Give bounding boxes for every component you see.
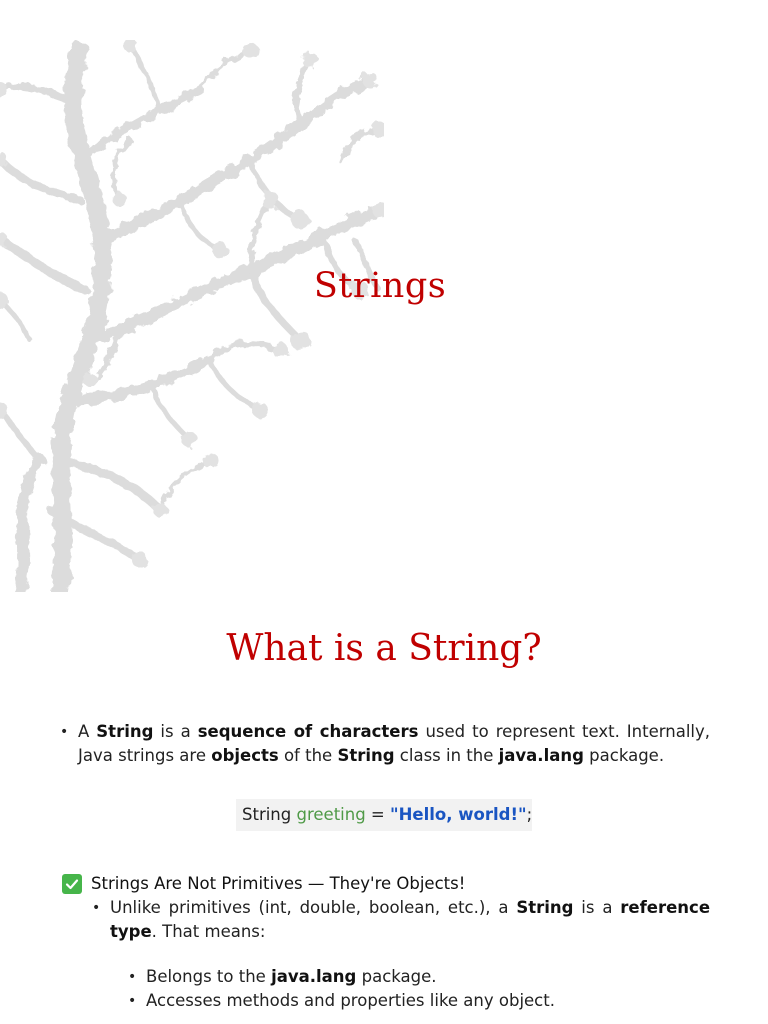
nested-bullet-list bbox=[128, 965, 718, 1013]
text-run: Unlike primitives (int, double, boolean, etc.), a bbox=[110, 898, 517, 917]
sub-bullet-item bbox=[92, 896, 710, 944]
text-run: of the bbox=[278, 746, 338, 765]
slide-title: Strings bbox=[313, 266, 447, 306]
text-run: package. bbox=[583, 746, 665, 765]
bullet-item bbox=[60, 720, 710, 768]
bullet-marker: • bbox=[128, 993, 137, 1009]
section-heading bbox=[62, 872, 465, 896]
bold-run: String bbox=[96, 722, 154, 741]
bullet-text bbox=[146, 989, 718, 1013]
bullet-marker: • bbox=[128, 969, 137, 985]
nested-bullet-item bbox=[128, 965, 718, 989]
bold-run: String bbox=[337, 746, 395, 765]
text-run: A bbox=[78, 722, 97, 741]
code-literal: "Hello, world!" bbox=[390, 805, 527, 824]
slide-heading: What is a String? bbox=[226, 628, 542, 669]
sub-bullet-list bbox=[92, 896, 710, 944]
nested-bullet-item bbox=[128, 989, 718, 1013]
bold-run: reference type bbox=[110, 898, 711, 941]
intro-paragraph bbox=[60, 720, 710, 768]
text-run: class in the bbox=[394, 746, 499, 765]
bold-run: java.lang bbox=[271, 967, 357, 986]
text-run: package. bbox=[356, 967, 437, 986]
code-semicolon: ; bbox=[526, 805, 533, 824]
bullet-text bbox=[78, 720, 710, 768]
bold-run: sequence of characters bbox=[197, 722, 419, 741]
bold-run: String bbox=[516, 898, 574, 917]
text-run: is a bbox=[153, 722, 198, 741]
section-heading-text: Strings Are Not Primitives — They're Objects! bbox=[91, 874, 466, 893]
code-snippet bbox=[236, 799, 532, 831]
bullet-text bbox=[146, 965, 718, 989]
checkmark-icon bbox=[62, 874, 82, 894]
code-variable: greeting bbox=[296, 805, 366, 824]
text-run: Belongs to the bbox=[146, 967, 272, 986]
bold-run: java.lang bbox=[498, 746, 584, 765]
content-slide bbox=[0, 592, 768, 1024]
bullet-marker: • bbox=[60, 724, 69, 740]
text-run: is a bbox=[573, 898, 621, 917]
text-run: . That means: bbox=[151, 922, 266, 941]
code-type: String bbox=[242, 805, 292, 824]
text-run: Accesses methods and properties like any object. bbox=[146, 991, 555, 1010]
bullet-text bbox=[110, 896, 710, 944]
tree-background-image bbox=[0, 40, 384, 592]
bullet-marker: • bbox=[92, 900, 101, 916]
text-run: used to represent text. Internally, Java strings are bbox=[78, 722, 710, 765]
code-equals: = bbox=[365, 805, 391, 824]
bold-run: objects bbox=[211, 746, 279, 765]
